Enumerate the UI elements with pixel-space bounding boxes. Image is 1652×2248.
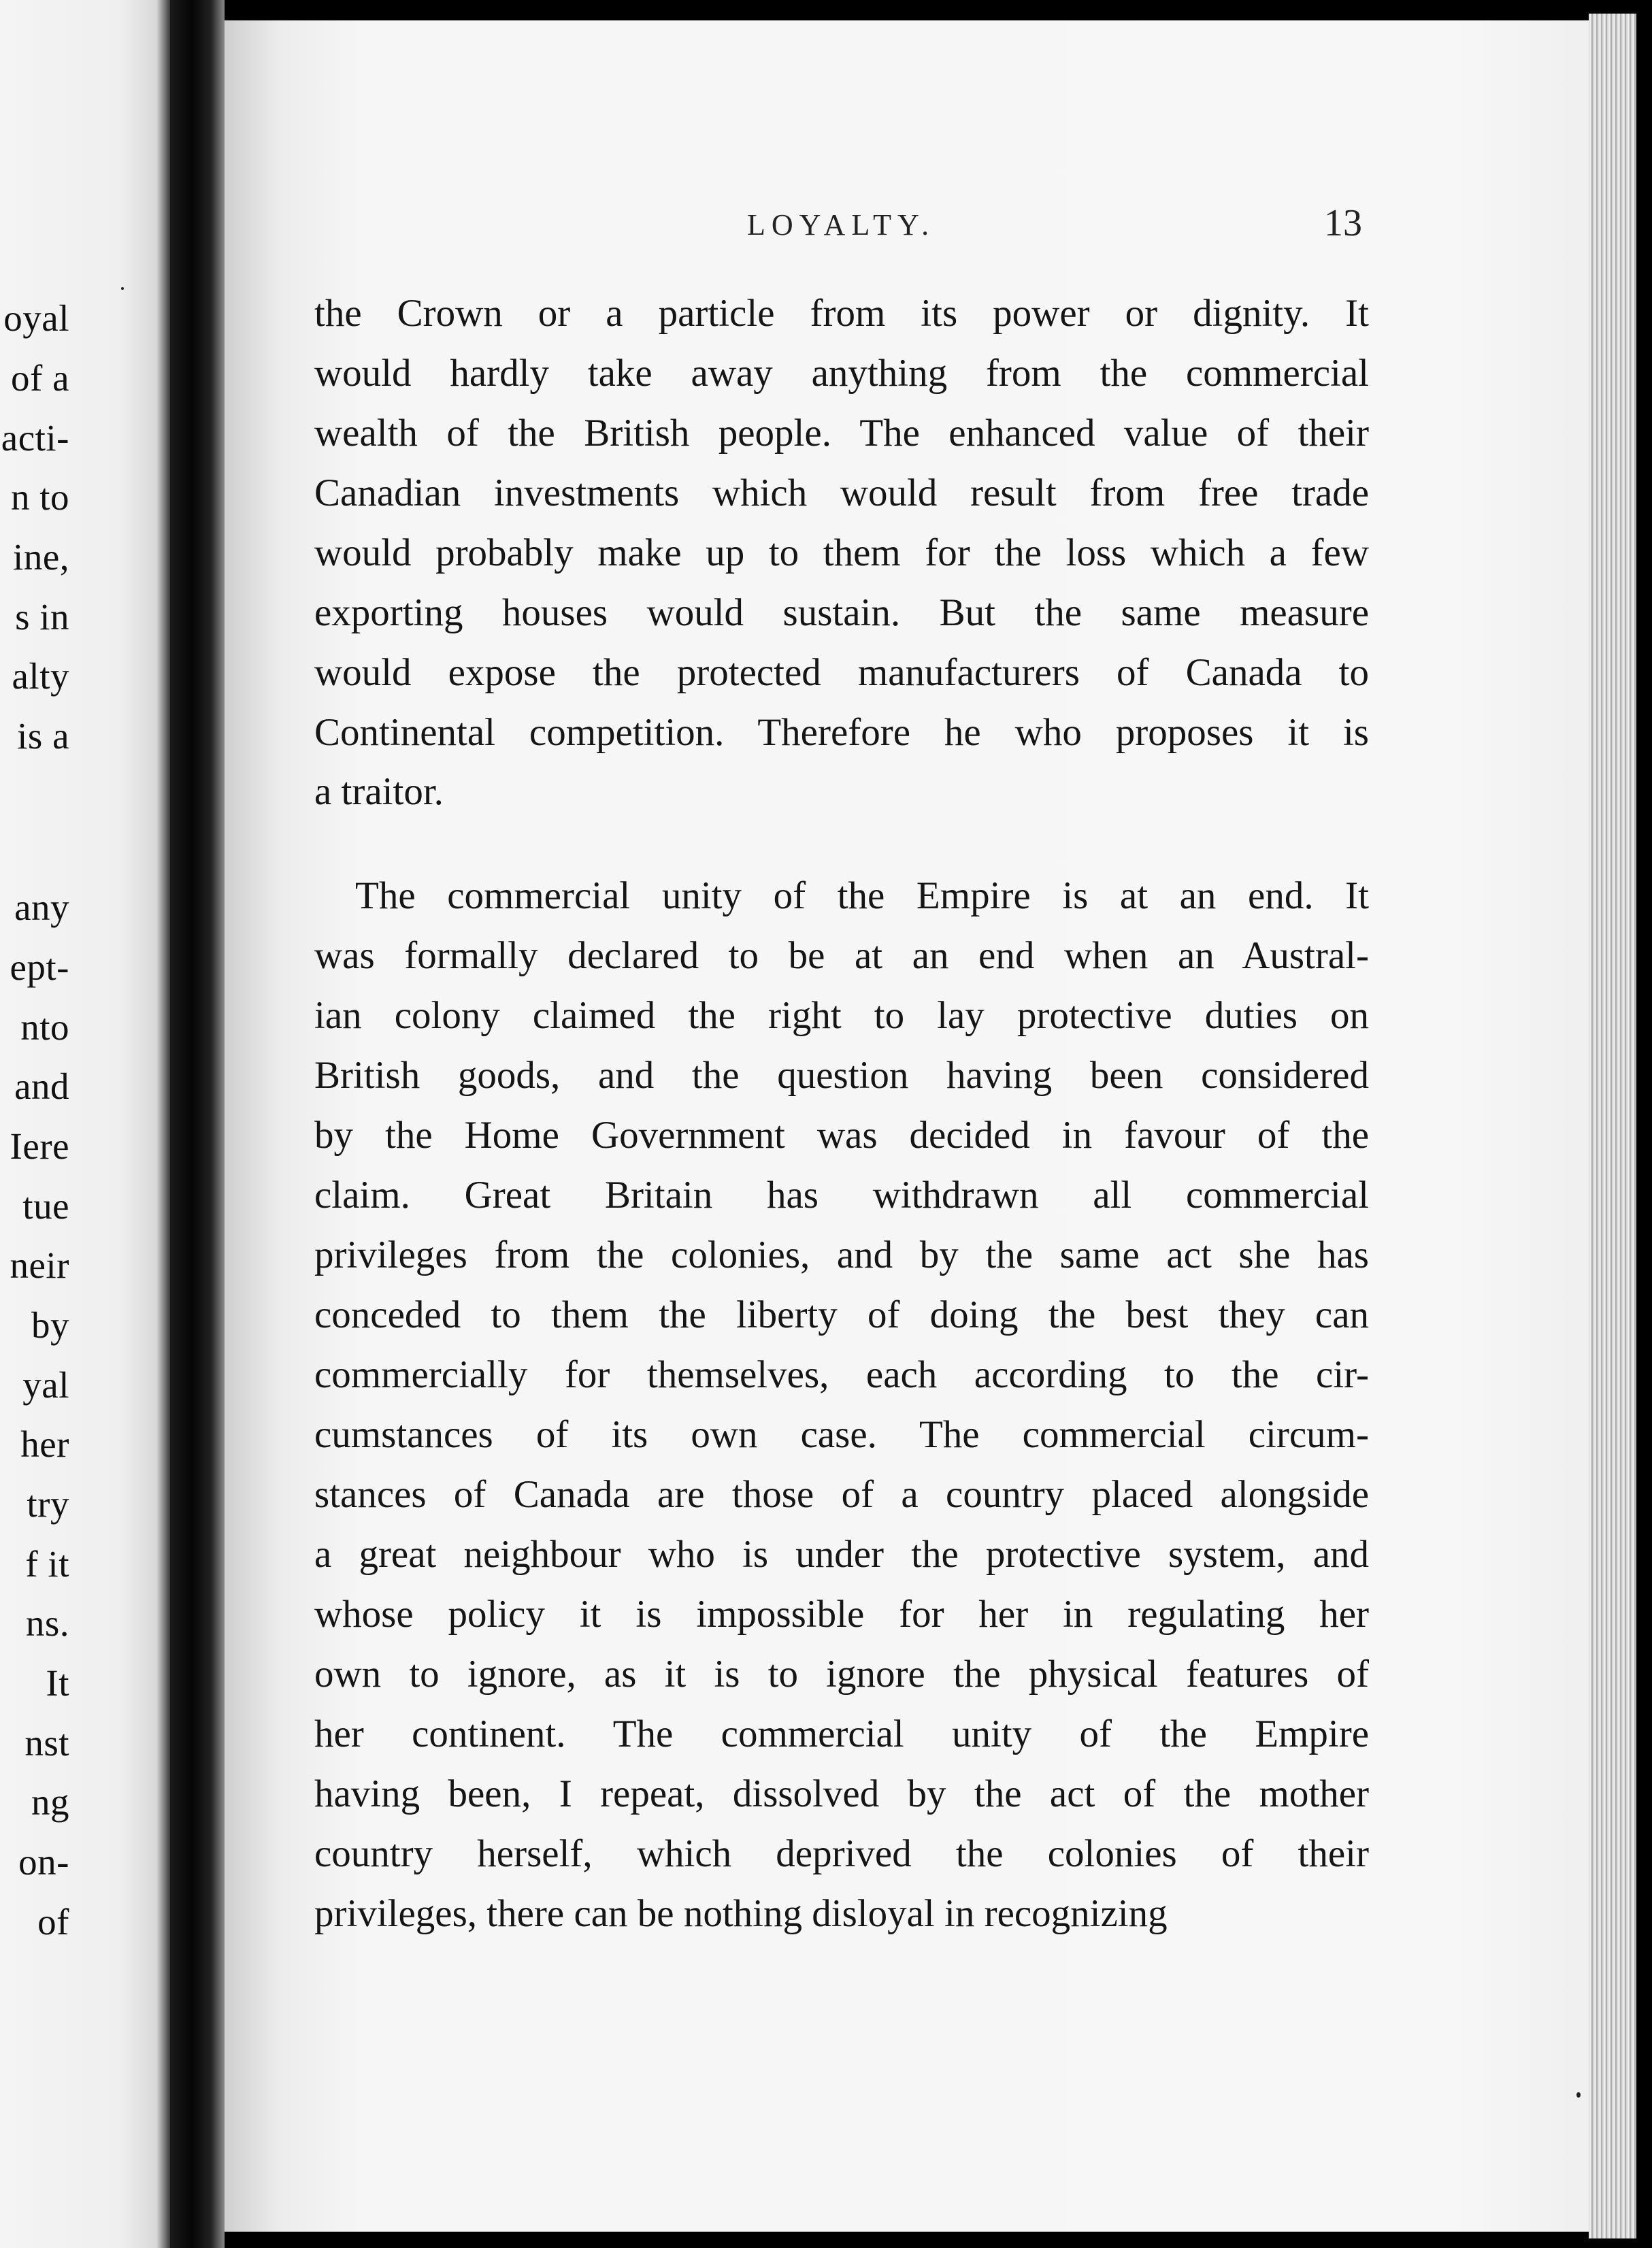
previous-page-line: ns. — [25, 1602, 69, 1644]
body-line: by the Home Government was decided in favour of the — [314, 1114, 1369, 1157]
body-line: cumstances of its own case. The commercial circum- — [314, 1413, 1369, 1456]
body-line: a traitor. — [314, 770, 444, 813]
previous-page-line: neir — [10, 1244, 69, 1286]
body-line: Canadian investments which would result from free trade — [314, 472, 1369, 514]
previous-page-line: f it — [25, 1543, 69, 1585]
body-line: would expose the protected manufacturers of Canada to — [314, 651, 1369, 694]
previous-page-line: ng — [31, 1781, 69, 1823]
previous-page-line: yal — [22, 1364, 69, 1406]
body-line: wealth of the British people. The enhanced value of their — [314, 412, 1369, 454]
body-line: having been, I repeat, dissolved by the act of the mother — [314, 1772, 1369, 1815]
previous-page-line: oyal — [3, 297, 69, 339]
previous-page-line: by — [31, 1304, 69, 1346]
previous-page-line: ept- — [10, 946, 69, 988]
body-line: whose policy it is impossible for her in regulating her — [314, 1593, 1369, 1636]
previous-page — [0, 0, 170, 2248]
body-line: her continent. The commercial unity of the Empire — [314, 1713, 1369, 1755]
previous-page-line: Iere — [10, 1125, 69, 1167]
previous-page-line: is a — [17, 715, 69, 757]
previous-page-line: alty — [12, 655, 69, 697]
body-line: stances of Canada are those of a country placed alongside — [314, 1473, 1369, 1516]
previous-page-line: n to — [10, 476, 69, 518]
previous-page-line: on- — [18, 1841, 69, 1883]
previous-page-line: acti- — [1, 417, 69, 459]
previous-page-line: nto — [20, 1006, 69, 1048]
body-line: privileges, there can be nothing disloyal in recognizing — [314, 1892, 1168, 1935]
previous-page-line: It — [46, 1662, 69, 1704]
page-number: 13 — [1324, 202, 1362, 244]
previous-page-line: of — [37, 1901, 69, 1943]
body-line: was formally declared to be at an end when an Austral- — [314, 934, 1369, 977]
body-line: the Crown or a particle from its power or dignity. It — [314, 292, 1369, 335]
previous-page-line: s in — [15, 596, 69, 638]
body-line: own to ignore, as it is to ignore the physical features of — [314, 1653, 1369, 1696]
previous-page-line: tue — [22, 1185, 69, 1227]
previous-page-line: ine, — [13, 536, 69, 578]
body-line: exporting houses would sustain. But the same measure — [314, 591, 1369, 634]
book-gutter — [170, 0, 225, 2248]
previous-page-line: try — [27, 1483, 69, 1525]
body-line: Continental competition. Therefore he who proposes it is — [314, 711, 1369, 754]
previous-page-line: of a — [11, 357, 69, 399]
body-line: would probably make up to them for the loss which a few — [314, 531, 1369, 574]
body-line: commercially for themselves, each according to the cir- — [314, 1353, 1369, 1396]
previous-page-line: her — [20, 1423, 69, 1465]
body-line: claim. Great Britain has withdrawn all commercial — [314, 1174, 1369, 1217]
scan-border — [1636, 0, 1652, 2248]
body-line: conceded to them the liberty of doing the best they can — [314, 1293, 1369, 1336]
body-line: a great neighbour who is under the protective system, and — [314, 1533, 1369, 1576]
body-line: country herself, which deprived the colonies of their — [314, 1832, 1369, 1875]
body-line: privileges from the colonies, and by the same act she has — [314, 1234, 1369, 1276]
body-line: The commercial unity of the Empire is at an end. It — [355, 874, 1369, 917]
ink-speck — [1576, 2092, 1581, 2098]
previous-page-line: nst — [24, 1722, 69, 1764]
ink-speck — [121, 287, 124, 290]
previous-page-line: any — [14, 887, 69, 928]
body-line: ian colony claimed the right to lay protective duties on — [314, 994, 1369, 1037]
body-line: British goods, and the question having been considered — [314, 1054, 1369, 1097]
body-line: would hardly take away anything from the commercial — [314, 352, 1369, 395]
running-title: LOYALTY. — [747, 208, 936, 242]
page-edges — [1589, 14, 1636, 2238]
previous-page-line: and — [14, 1065, 69, 1107]
